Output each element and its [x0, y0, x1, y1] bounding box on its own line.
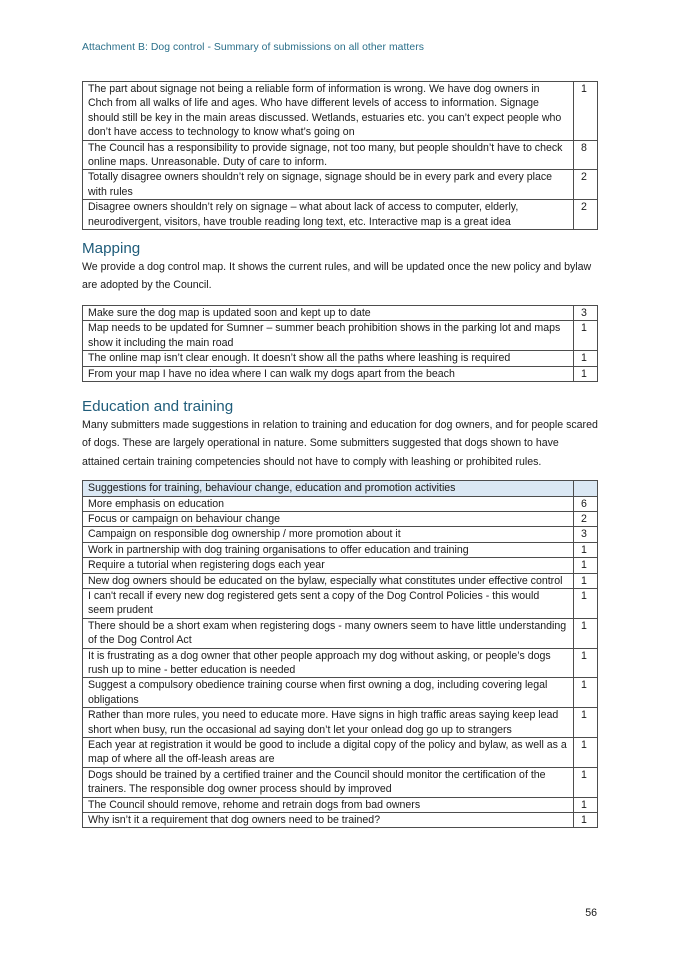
row-count: 1 — [574, 708, 598, 738]
row-text: Each year at registration it would be good to include a digital copy of the policy and bylaw, as well as a map of where all the off-leash areas are — [83, 738, 574, 768]
page-number: 56 — [585, 907, 597, 919]
table-header-row — [83, 481, 598, 496]
mapping-table — [82, 305, 598, 382]
row-text: Make sure the dog map is updated soon and kept up to date — [83, 305, 574, 320]
table-row — [83, 708, 598, 738]
row-count: 8 — [574, 140, 598, 170]
row-count: 2 — [574, 511, 598, 526]
table-row — [83, 321, 598, 351]
row-count: 1 — [574, 678, 598, 708]
row-text: The Council has a responsibility to provide signage, not too many, but people shouldn’t have to check online maps. Unreasonable. Duty of care to inform. — [83, 140, 574, 170]
mapping-heading: Mapping — [82, 240, 141, 258]
table-row — [83, 366, 598, 381]
row-text: I can't recall if every new dog registered gets sent a copy of the Dog Control Policies - this would seem prudent — [83, 588, 574, 618]
table-header-cell: Suggestions for training, behaviour change, education and promotion activities — [83, 481, 574, 496]
row-count: 1 — [574, 351, 598, 366]
table-row — [83, 797, 598, 812]
page-content — [82, 81, 598, 828]
table-row — [83, 767, 598, 797]
row-count: 1 — [574, 813, 598, 828]
row-count: 1 — [574, 767, 598, 797]
page-header: Attachment B: Dog control - Summary of submissions on all other matters — [82, 42, 424, 53]
table-row — [83, 573, 598, 588]
row-text: There should be a short exam when registering dogs - many owners seem to have little understanding of the Dog Control Act — [83, 618, 574, 648]
table-row — [83, 351, 598, 366]
row-text: It is frustrating as a dog owner that other people approach my dog without asking, or people’s dogs rush up to mine - better education is needed — [83, 648, 574, 678]
table-row — [83, 82, 598, 141]
row-text: Dogs should be trained by a certified trainer and the Council should monitor the certification of the trainers. The responsible dog owner process should by improved — [83, 767, 574, 797]
row-text: The part about signage not being a reliable form of information is wrong. We have dog owners in Chch from all walks of life and ages. Who have different levels of access to information. Signage should still be key in the main areas discussed. Wetlands, estuaries etc. you can’t expect people who don’t have access to technology to know what’s going on — [83, 82, 574, 141]
table-row — [83, 558, 598, 573]
row-count: 1 — [574, 797, 598, 812]
table-row — [83, 527, 598, 542]
row-count: 1 — [574, 366, 598, 381]
row-text: Why isn’t it a requirement that dog owners need to be trained? — [83, 813, 574, 828]
table-header-count-cell — [574, 481, 598, 496]
row-text: Rather than more rules, you need to educate more. Have signs in high traffic areas saying keep lead short when busy, run the occasional ad saying don’t let your onlead dog go up to strangers — [83, 708, 574, 738]
row-text: New dog owners should be educated on the bylaw, especially what constitutes under effective control — [83, 573, 574, 588]
row-text: The online map isn’t clear enough. It doesn’t show all the paths where leashing is required — [83, 351, 574, 366]
row-count: 3 — [574, 305, 598, 320]
row-text: Campaign on responsible dog ownership / more promotion about it — [83, 527, 574, 542]
row-count: 1 — [574, 618, 598, 648]
mapping-paragraph: We provide a dog control map. It shows the current rules, and will be updated once the new policy and bylaw are adopted by the Council. — [82, 261, 592, 292]
table-row — [83, 496, 598, 511]
row-count: 1 — [574, 82, 598, 141]
education-paragraph: Many submitters made suggestions in relation to training and education for dog owners, and for people scared of dogs. These are largely operational in nature. Some submitters suggested that dogs shown to have attained certain training competencies should not have to comply with leashing or prohibited rules. — [82, 418, 598, 468]
row-text: More emphasis on education — [83, 496, 574, 511]
row-count: 2 — [574, 200, 598, 230]
row-count: 1 — [574, 542, 598, 557]
row-count: 1 — [574, 321, 598, 351]
table-row — [83, 140, 598, 170]
row-count: 1 — [574, 648, 598, 678]
table-row — [83, 170, 598, 200]
signage-table — [82, 81, 598, 230]
row-text: The Council should remove, rehome and retrain dogs from bad owners — [83, 797, 574, 812]
education-table — [82, 480, 598, 828]
row-count: 1 — [574, 573, 598, 588]
row-count: 3 — [574, 527, 598, 542]
table-row — [83, 511, 598, 526]
row-count: 1 — [574, 738, 598, 768]
table-row — [83, 200, 598, 230]
table-row — [83, 738, 598, 768]
table-row — [83, 305, 598, 320]
table-row — [83, 542, 598, 557]
table-row — [83, 618, 598, 648]
row-text: Suggest a compulsory obedience training course when first owning a dog, including covering legal obligations — [83, 678, 574, 708]
row-text: Totally disagree owners shouldn’t rely on signage, signage should be in every park and every place with rules — [83, 170, 574, 200]
row-count: 1 — [574, 588, 598, 618]
row-count: 6 — [574, 496, 598, 511]
row-text: From your map I have no idea where I can walk my dogs apart from the beach — [83, 366, 574, 381]
row-count: 1 — [574, 558, 598, 573]
education-heading: Education and training — [82, 397, 234, 415]
row-text: Disagree owners shouldn’t rely on signage – what about lack of access to computer, elderly, neurodivergent, visitors, have trouble reading long text, etc. Interactive map is a great idea — [83, 200, 574, 230]
table-row — [83, 813, 598, 828]
row-count: 2 — [574, 170, 598, 200]
row-text: Require a tutorial when registering dogs each year — [83, 558, 574, 573]
table-row — [83, 678, 598, 708]
row-text: Focus or campaign on behaviour change — [83, 511, 574, 526]
table-row — [83, 588, 598, 618]
table-row — [83, 648, 598, 678]
row-text: Map needs to be updated for Sumner – summer beach prohibition shows in the parking lot and maps show it including the main road — [83, 321, 574, 351]
row-text: Work in partnership with dog training organisations to offer education and training — [83, 542, 574, 557]
